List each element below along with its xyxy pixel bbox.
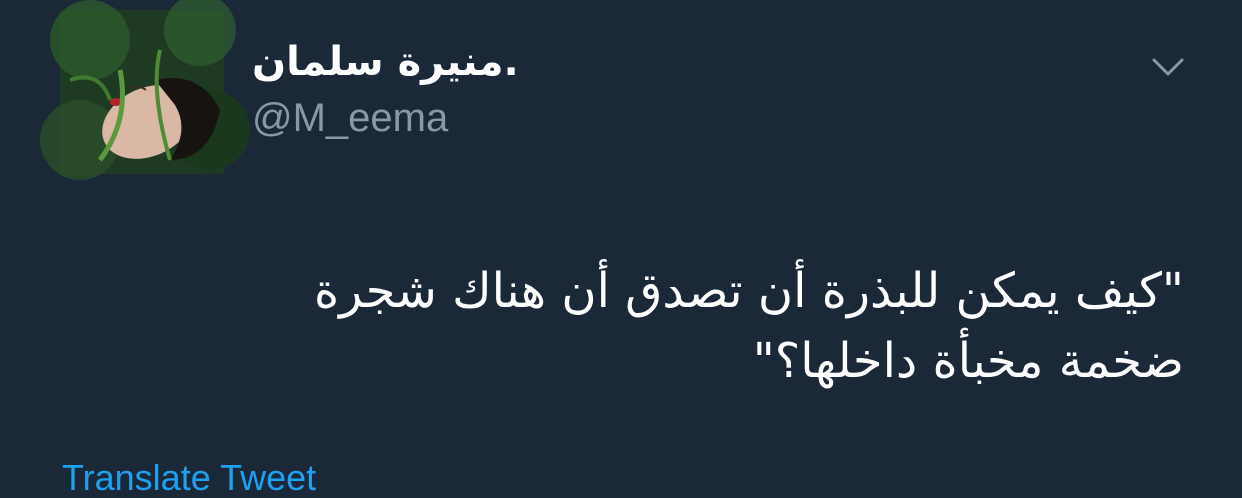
display-name[interactable]: منيرة سلمان. [252, 39, 519, 85]
tweet-menu-button[interactable] [1148, 50, 1188, 82]
avatar-photo [60, 10, 224, 174]
user-handle[interactable]: @M_eema [252, 96, 449, 140]
chevron-down-icon [1148, 50, 1188, 82]
translate-tweet-link[interactable]: Translate Tweet [62, 457, 317, 498]
avatar[interactable] [60, 10, 224, 174]
tweet-text: "كيف يمكن للبذرة أن تصدق أن هناك شجرة ضخمة مخبأة داخلها؟" [314, 263, 1184, 389]
